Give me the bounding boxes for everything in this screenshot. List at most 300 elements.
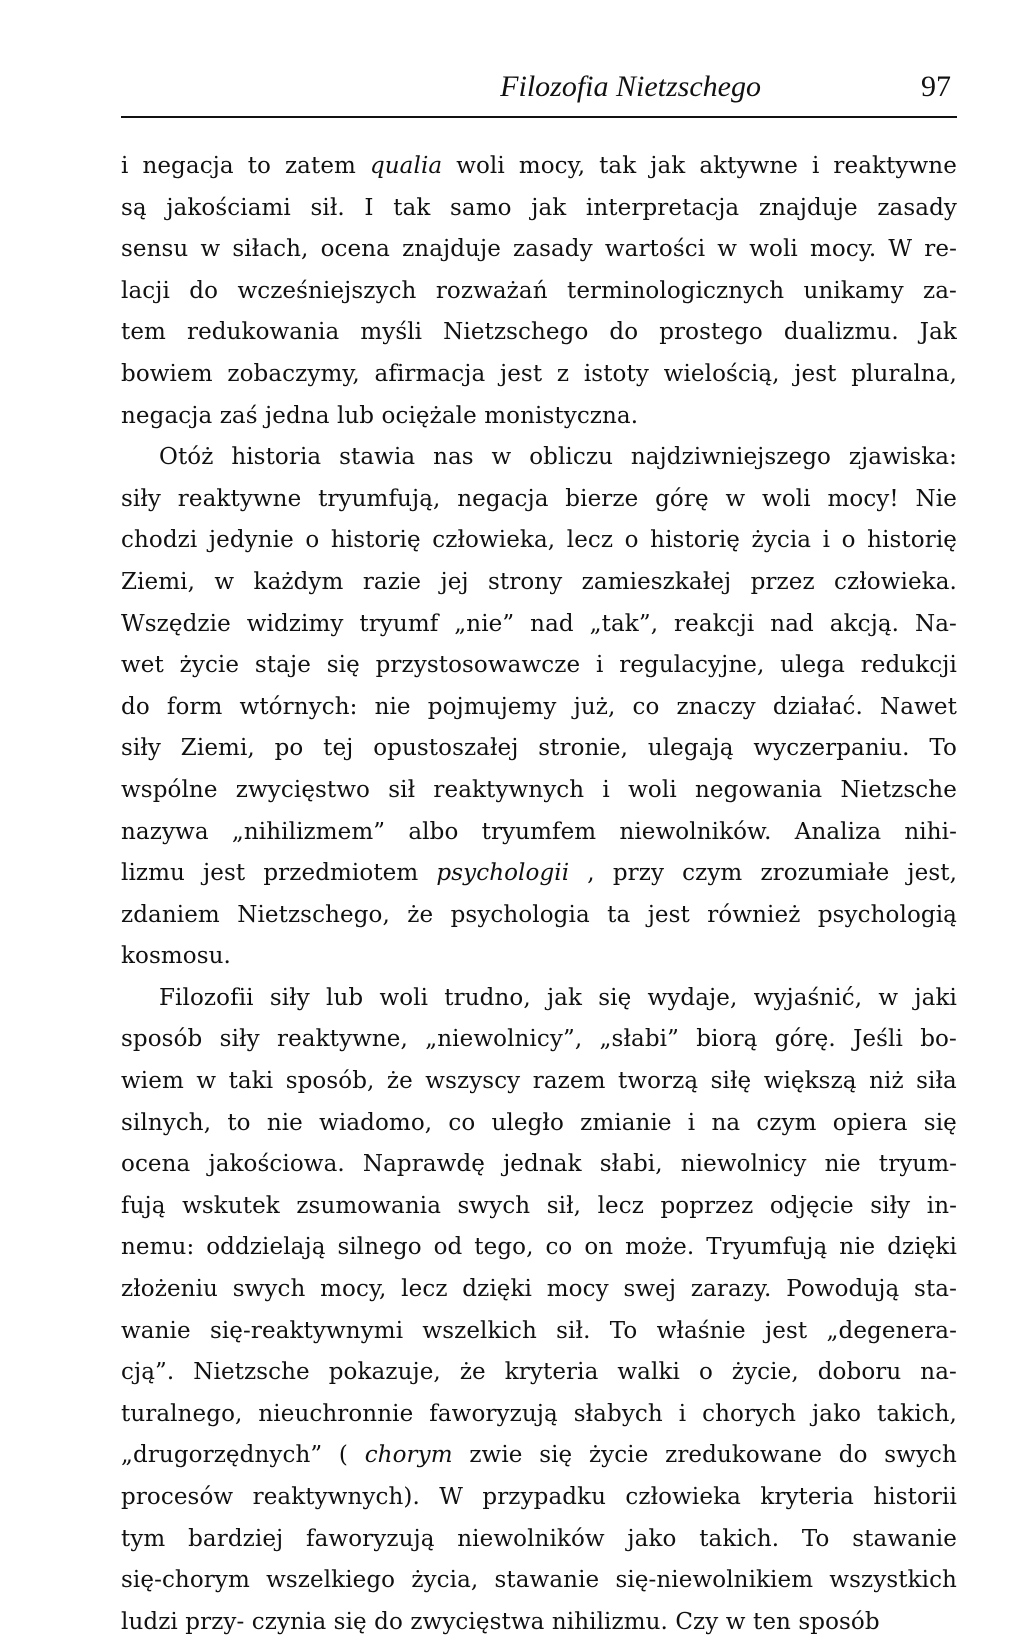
word: górę [655,485,709,512]
word: Ziemi, [121,568,196,595]
word: się [923,1109,957,1136]
text-line [121,1519,957,1561]
word: jak [531,194,567,221]
word: , [587,860,595,887]
word: z [556,360,570,387]
paragraph [121,978,957,1643]
word: psychologii [436,860,570,887]
word: i [602,776,610,803]
text-line [121,1227,957,1269]
word: przypadku [482,1484,607,1510]
running-title: Filozofia Nietzschego [500,70,761,103]
word: tem [121,319,166,346]
word: nad [770,610,814,637]
word: również [707,901,801,928]
word: nie [824,1151,861,1178]
word: i [687,1109,696,1136]
word: zmianie [580,1109,672,1136]
word: wszelkiego [266,1567,396,1594]
word: najdziwniejszego [630,444,831,471]
word: jako [812,1400,862,1427]
text-line [121,1269,957,1311]
word: Powodują [786,1276,900,1303]
word: cją”. [121,1359,175,1386]
word: tryumfują, [318,485,441,512]
word: górę. [774,1026,836,1053]
word: o [624,527,639,554]
word: co [632,693,660,720]
word: „tak”, [589,610,659,637]
word: historię [330,527,421,554]
word: Na- [915,610,957,637]
word: siły [870,1192,911,1219]
text-line [121,770,957,812]
word: terminologicznych [567,277,785,304]
word: Tryumfują [706,1234,828,1261]
word: taki [228,1068,274,1095]
word: procesów [121,1484,234,1510]
word: złożeniu [121,1276,218,1303]
word: woli [762,485,811,512]
word: zredukowane [665,1442,823,1469]
word: pojmujemy [427,693,557,720]
word: w [214,568,235,595]
word: dzięki [887,1234,957,1261]
word: faworyzują [429,1400,558,1427]
word: do [189,277,219,304]
word: sił [388,776,416,803]
text-run: negacja zaś jedna lub ociężale monistyczna. [121,402,639,429]
text-line [121,188,957,230]
word: strony [488,568,563,595]
page-number: 97 [921,70,951,103]
word: poprzez [660,1192,754,1219]
word: regulacyjne, [619,652,765,679]
book-page [121,70,957,1643]
word: w [717,236,738,263]
word: że [386,1068,413,1095]
word: ulega [780,652,845,679]
word: historię [867,527,957,554]
word: na- [920,1359,957,1386]
word: jest [647,901,690,928]
text-line [121,1311,957,1353]
word: ocena [320,236,390,263]
word: jakościami [166,194,291,221]
word: niewolników. [619,818,772,845]
text-line [121,687,957,729]
word: wiadomo, [319,1109,433,1136]
word: życie [588,1442,649,1469]
word: znajduje [758,194,858,221]
word: na [711,1109,741,1136]
text-line [121,1144,957,1186]
word: Jak [919,319,957,346]
word: To [801,1525,830,1552]
word: tego, [474,1234,534,1261]
word: historii [873,1484,957,1510]
word: w [491,444,512,471]
word: już, [573,693,616,720]
word: ulegają [647,735,734,762]
word: ocena [121,1151,191,1178]
word: się-chorym [121,1567,250,1594]
word: zamieszkałej [581,568,732,595]
word: sił, [546,1192,582,1219]
word: W [888,236,913,263]
text-run: ludzi przy- czynia się do zwycięstwa nihilizmu. Czy w ten sposób [121,1608,880,1635]
word: lacji [121,277,170,304]
word: doboru [817,1359,902,1386]
word: siła [916,1068,957,1095]
word: swych [232,1276,306,1303]
word: nieuchronnie [258,1400,414,1427]
word: czym [756,1109,817,1136]
word: „niewolnicy”, [425,1026,583,1053]
word: walki [617,1359,680,1386]
word: swej [623,1276,677,1303]
word: lub [326,984,364,1011]
word: W [439,1484,463,1510]
word: większą [763,1068,857,1095]
word: dzięki [462,1276,532,1303]
word: aktywne [699,153,799,179]
word: lecz [401,1276,448,1303]
word: jaki [914,984,957,1011]
word: siły [121,735,162,762]
word: wiem [121,1068,184,1095]
word: psychologia [450,901,590,928]
word: i [595,652,604,679]
word: siły [219,1026,260,1053]
word: Naprawdę [362,1151,485,1178]
word: nad [530,610,574,637]
word: historię [650,527,740,554]
word: tryumf [359,610,439,637]
text-line [121,1352,957,1394]
word: ( [338,1442,348,1469]
word: zasady [513,236,593,263]
word: wielością, [663,360,780,387]
word: to [247,153,271,179]
word: się-reaktywnymi [209,1317,404,1344]
word: razem [532,1068,606,1095]
word: jakościowa. [208,1151,345,1178]
word: Nietzschego, [237,901,390,928]
word: reaktywnych). [252,1484,420,1510]
word: sił. [310,194,345,221]
word: przy [612,860,665,887]
text-line [121,520,957,562]
word: w [196,1068,217,1095]
word: Wszędzie [121,610,231,637]
word: To [929,735,957,762]
word: turalnego, [121,1400,243,1427]
word: chorych [702,1400,797,1427]
word: jest [765,1317,808,1344]
text-line [121,146,957,188]
word: bardziej [188,1525,284,1552]
text-line [121,229,957,271]
word: albo [408,818,459,845]
word: co [545,1234,573,1261]
word: I [364,194,374,221]
paragraph [121,146,957,437]
word: jedynie [208,527,294,554]
word: od [433,1234,463,1261]
word: wet [121,652,164,679]
word: się [326,652,360,679]
word: bo- [920,1026,957,1053]
word: człowieka. [834,568,957,595]
word: to [227,1109,251,1136]
word: wyczerpaniu. [753,735,910,762]
word: zsumowania [296,1192,442,1219]
word: oddzielają [206,1234,326,1261]
word: mocy, [320,1276,387,1303]
text-line [121,936,957,978]
word: woli [749,236,798,263]
word: ta [607,901,631,928]
word: w [200,236,221,263]
word: sposób [121,1026,203,1053]
word: nie [266,1109,303,1136]
word: zwie [469,1442,523,1469]
word: za- [923,277,957,304]
word: właśnie [656,1317,746,1344]
word: razie [362,568,422,595]
word: przez [750,568,815,595]
word: To [609,1317,638,1344]
word: chodzi [121,527,198,554]
word: takich, [877,1400,957,1427]
word: afirmacja [374,360,486,387]
text-line [121,645,957,687]
word: zatem [284,153,356,179]
word: i [822,527,831,554]
word: życia [751,527,812,554]
text-line [121,1435,957,1477]
word: faworyzują [306,1525,435,1552]
word: swych [457,1192,531,1219]
word: niż [869,1068,904,1095]
word: biorą [696,1026,758,1053]
word: „drugorzędnych” [121,1442,323,1469]
word: i [678,1400,687,1427]
word: reaktywne, [277,1026,408,1053]
body-text [121,146,957,1643]
text-line [121,812,957,854]
word: Nawet [880,693,957,720]
word: tym [121,1525,166,1552]
word: woli [628,776,677,803]
word: interpretacja [585,194,740,221]
text-line [121,1103,957,1145]
word: zasady [877,194,957,221]
word: psychologią [817,901,957,928]
word: staje [254,652,311,679]
word: „degenera- [826,1317,957,1344]
word: siły [121,485,162,512]
word: o [841,527,856,554]
word: sta- [914,1276,957,1303]
word: reakcji [674,610,755,637]
text-line [121,562,957,604]
word: jest [203,860,246,887]
word: się [598,984,632,1011]
word: nazywa [121,818,209,845]
word: do [838,1442,868,1469]
word: sił. [556,1317,591,1344]
word: Nie [915,485,957,512]
word: „słabi” [599,1026,679,1053]
word: wtórnych: [239,693,358,720]
word: wskutek [182,1192,280,1219]
word: co [448,1109,476,1136]
word: kryteria [760,1484,854,1510]
text-line [121,1602,957,1643]
word: wszyscy [425,1068,521,1095]
word: znajduje [402,236,501,263]
word: tej [323,735,354,762]
word: do [609,319,639,346]
text-line [121,312,957,354]
word: swych [884,1442,957,1469]
word: do [121,693,150,720]
word: samo [450,194,512,221]
text-line [121,354,957,396]
word: stawanie [494,1567,600,1594]
word: przystosowawcze [375,652,581,679]
paragraph [121,437,957,978]
word: tak [393,194,431,221]
word: każdym [253,568,344,595]
word: silnych, [121,1109,212,1136]
word: Filozofii [159,984,254,1011]
word: qualia [369,153,443,179]
text-line [121,396,957,438]
word: „nihilizmem” [231,818,386,845]
word: w [878,984,899,1011]
word: Jeśli [853,1026,903,1053]
text-line [121,728,957,770]
word: form [166,693,223,720]
word: negowania [695,776,823,803]
word: Analiza [794,818,882,845]
word: mocy! [827,485,899,512]
word: Nietzsche [193,1359,310,1386]
word: prostego [659,319,763,346]
word: re- [924,236,957,263]
word: słabych [573,1400,663,1427]
word: woli [379,984,429,1011]
word: wydaje, [647,984,738,1011]
word: redukowania [186,319,340,346]
word: Ziemi, [180,735,255,762]
word: tryumfem [481,818,597,845]
word: jednak [503,1151,582,1178]
word: reaktywne [833,153,957,179]
word: obliczu [529,444,613,471]
word: niewolnicy [680,1151,807,1178]
word: historia [231,444,322,471]
word: uległo [491,1109,564,1136]
text-run: kosmosu. [121,943,231,970]
word: nas [433,444,474,471]
word: siłę [710,1068,752,1095]
word: negacja [457,485,549,512]
word: redukcji [860,652,957,679]
word: życia, [411,1567,479,1594]
word: się [539,1442,573,1469]
running-header [121,70,957,118]
word: człowieka, [432,527,556,554]
word: rozważań [435,277,548,304]
text-line [121,853,957,895]
word: odjęcie [769,1192,854,1219]
word: sposób, [285,1068,375,1095]
word: zwycięstwo [235,776,371,803]
word: tworzą [617,1068,699,1095]
text-line [121,1477,957,1519]
word: unikamy [803,277,904,304]
word: jej [440,568,469,595]
word: widzimy [246,610,344,637]
word: działać. [772,693,863,720]
word: że [407,901,434,928]
word: jak [650,153,686,179]
word: jako [627,1525,677,1552]
word: Nietzschego [443,319,589,346]
word: akcją. [829,610,900,637]
word: trudno, [444,984,531,1011]
word: zjawiska: [848,444,957,471]
word: wyjaśnić, [753,984,863,1011]
text-line [121,1394,957,1436]
word: jest, [907,860,957,887]
word: może. [625,1234,695,1261]
word: kryteria [504,1359,599,1386]
word: on [584,1234,614,1261]
text-line [121,895,957,937]
word: zarazy. [690,1276,772,1303]
word: nemu: [121,1234,195,1261]
word: chorym [364,1442,453,1469]
word: sensu [121,236,189,263]
word: istoty [583,360,649,387]
word: wanie [121,1317,191,1344]
text-line [121,1061,957,1103]
text-line [121,1560,957,1602]
word: wcześniejszych [237,277,417,304]
word: stawanie [852,1525,957,1552]
word: znaczy [676,693,756,720]
word: tak [599,153,637,179]
word: życie [179,652,240,679]
word: nihi- [904,818,957,845]
word: opustoszałej [373,735,519,762]
word: jest [794,360,837,387]
word: negacja [142,153,234,179]
word: są [121,194,147,221]
word: dualizmu. [783,319,899,346]
word: woli [456,153,505,179]
word: siłach, [232,236,309,263]
word: siły [269,984,310,1011]
word: stawia [339,444,416,471]
word: jest [499,360,543,387]
word: zrozumiałe [760,860,890,887]
